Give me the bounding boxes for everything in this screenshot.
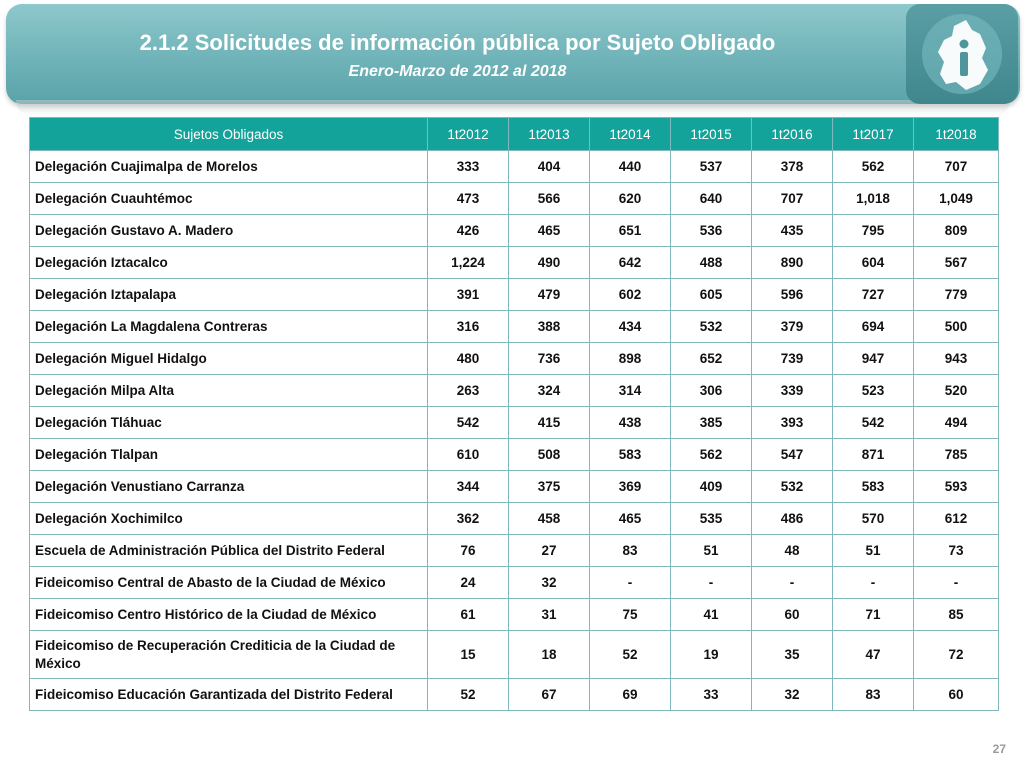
value-cell: 15	[428, 631, 509, 679]
info-logo-icon	[906, 4, 1018, 104]
value-cell: 620	[590, 183, 671, 215]
value-cell: 27	[509, 535, 590, 567]
column-header: 1t2016	[752, 118, 833, 151]
sujeto-obligado-cell: Delegación La Magdalena Contreras	[30, 311, 428, 343]
value-cell: 473	[428, 183, 509, 215]
value-cell: 60	[914, 679, 999, 711]
table-row	[30, 247, 999, 279]
value-cell: 642	[590, 247, 671, 279]
value-cell: 547	[752, 439, 833, 471]
value-cell: 263	[428, 375, 509, 407]
page-number: 27	[992, 742, 1006, 756]
value-cell: 809	[914, 215, 999, 247]
value-cell: 612	[914, 503, 999, 535]
value-cell: 72	[914, 631, 999, 679]
value-cell: 898	[590, 343, 671, 375]
value-cell: 316	[428, 311, 509, 343]
value-cell: 604	[833, 247, 914, 279]
table-row	[30, 439, 999, 471]
value-cell: 314	[590, 375, 671, 407]
value-cell: 440	[590, 151, 671, 183]
value-cell: 583	[590, 439, 671, 471]
value-cell: 520	[914, 375, 999, 407]
sujeto-obligado-cell: Fideicomiso de Recuperación Crediticia de la Ciudad de México	[30, 631, 428, 679]
value-cell: -	[671, 567, 752, 599]
value-cell: 570	[833, 503, 914, 535]
value-cell: 535	[671, 503, 752, 535]
table-row	[30, 631, 999, 679]
value-cell: 479	[509, 279, 590, 311]
value-cell: 415	[509, 407, 590, 439]
value-cell: 47	[833, 631, 914, 679]
value-cell: 32	[509, 567, 590, 599]
value-cell: 391	[428, 279, 509, 311]
value-cell: 562	[671, 439, 752, 471]
sujeto-obligado-cell: Delegación Iztapalapa	[30, 279, 428, 311]
value-cell: 75	[590, 599, 671, 631]
value-cell: 458	[509, 503, 590, 535]
value-cell: 24	[428, 567, 509, 599]
sujeto-obligado-cell: Delegación Tláhuac	[30, 407, 428, 439]
value-cell: 465	[509, 215, 590, 247]
column-header: 1t2015	[671, 118, 752, 151]
value-cell: 404	[509, 151, 590, 183]
value-cell: 583	[833, 471, 914, 503]
value-cell: 640	[671, 183, 752, 215]
value-cell: 434	[590, 311, 671, 343]
value-cell: 465	[590, 503, 671, 535]
value-cell: 306	[671, 375, 752, 407]
value-cell: 41	[671, 599, 752, 631]
sujeto-obligado-cell: Delegación Miguel Hidalgo	[30, 343, 428, 375]
value-cell: 52	[428, 679, 509, 711]
value-cell: 379	[752, 311, 833, 343]
value-cell: 567	[914, 247, 999, 279]
value-cell: 779	[914, 279, 999, 311]
value-cell: 339	[752, 375, 833, 407]
sujeto-obligado-cell: Delegación Cuajimalpa de Morelos	[30, 151, 428, 183]
column-header: 1t2014	[590, 118, 671, 151]
value-cell: 532	[752, 471, 833, 503]
value-cell: 1,224	[428, 247, 509, 279]
value-cell: 707	[914, 151, 999, 183]
sujeto-obligado-cell: Fideicomiso Centro Histórico de la Ciudad de México	[30, 599, 428, 631]
value-cell: 596	[752, 279, 833, 311]
value-cell: 409	[671, 471, 752, 503]
value-cell: 73	[914, 535, 999, 567]
sujeto-obligado-cell: Fideicomiso Central de Abasto de la Ciudad de México	[30, 567, 428, 599]
value-cell: 362	[428, 503, 509, 535]
value-cell: 76	[428, 535, 509, 567]
value-cell: 51	[671, 535, 752, 567]
page-title: 2.1.2 Solicitudes de información pública por Sujeto Obligado	[139, 30, 776, 55]
value-cell: 33	[671, 679, 752, 711]
value-cell: 605	[671, 279, 752, 311]
table-row	[30, 679, 999, 711]
value-cell: 694	[833, 311, 914, 343]
value-cell: -	[914, 567, 999, 599]
sujeto-obligado-cell: Delegación Iztacalco	[30, 247, 428, 279]
column-header: 1t2018	[914, 118, 999, 151]
value-cell: 610	[428, 439, 509, 471]
value-cell: 532	[671, 311, 752, 343]
table-row	[30, 503, 999, 535]
value-cell: 378	[752, 151, 833, 183]
column-header: Sujetos Obligados	[30, 118, 428, 151]
table-row	[30, 375, 999, 407]
table-row	[30, 567, 999, 599]
value-cell: 871	[833, 439, 914, 471]
value-cell: 494	[914, 407, 999, 439]
sujeto-obligado-cell: Fideicomiso Educación Garantizada del Distrito Federal	[30, 679, 428, 711]
value-cell: 344	[428, 471, 509, 503]
sujeto-obligado-cell: Delegación Cuauhtémoc	[30, 183, 428, 215]
value-cell: 69	[590, 679, 671, 711]
value-cell: 438	[590, 407, 671, 439]
page-subtitle: Enero-Marzo de 2012 al 2018	[348, 63, 567, 80]
value-cell: 1,049	[914, 183, 999, 215]
value-cell: 602	[590, 279, 671, 311]
value-cell: 61	[428, 599, 509, 631]
sujeto-obligado-cell: Delegación Tlalpan	[30, 439, 428, 471]
value-cell: -	[590, 567, 671, 599]
value-cell: 480	[428, 343, 509, 375]
table-row	[30, 279, 999, 311]
value-cell: 536	[671, 215, 752, 247]
table-row	[30, 407, 999, 439]
value-cell: 333	[428, 151, 509, 183]
table-row	[30, 311, 999, 343]
value-cell: 71	[833, 599, 914, 631]
value-cell: 1,018	[833, 183, 914, 215]
value-cell: 393	[752, 407, 833, 439]
value-cell: 785	[914, 439, 999, 471]
table-row	[30, 535, 999, 567]
value-cell: 83	[833, 679, 914, 711]
value-cell: 31	[509, 599, 590, 631]
value-cell: 795	[833, 215, 914, 247]
value-cell: 500	[914, 311, 999, 343]
value-cell: 542	[428, 407, 509, 439]
value-cell: 18	[509, 631, 590, 679]
value-cell: 890	[752, 247, 833, 279]
sujeto-obligado-cell: Delegación Milpa Alta	[30, 375, 428, 407]
value-cell: 19	[671, 631, 752, 679]
value-cell: 523	[833, 375, 914, 407]
column-header: 1t2017	[833, 118, 914, 151]
value-cell: 508	[509, 439, 590, 471]
value-cell: 490	[509, 247, 590, 279]
table-row	[30, 471, 999, 503]
value-cell: 388	[509, 311, 590, 343]
value-cell: 435	[752, 215, 833, 247]
solicitudes-table	[29, 117, 999, 711]
table-row	[30, 215, 999, 247]
value-cell: 542	[833, 407, 914, 439]
table-body	[30, 151, 999, 711]
value-cell: 324	[509, 375, 590, 407]
value-cell: -	[833, 567, 914, 599]
value-cell: 736	[509, 343, 590, 375]
value-cell: 707	[752, 183, 833, 215]
value-cell: 48	[752, 535, 833, 567]
value-cell: 739	[752, 343, 833, 375]
value-cell: 727	[833, 279, 914, 311]
value-cell: 652	[671, 343, 752, 375]
value-cell: 35	[752, 631, 833, 679]
column-header: 1t2013	[509, 118, 590, 151]
table-header-row	[30, 118, 999, 151]
value-cell: 943	[914, 343, 999, 375]
value-cell: 60	[752, 599, 833, 631]
sujeto-obligado-cell: Delegación Gustavo A. Madero	[30, 215, 428, 247]
value-cell: 32	[752, 679, 833, 711]
value-cell: 486	[752, 503, 833, 535]
value-cell: 369	[590, 471, 671, 503]
sujeto-obligado-cell: Escuela de Administración Pública del Distrito Federal	[30, 535, 428, 567]
value-cell: 426	[428, 215, 509, 247]
table-row	[30, 599, 999, 631]
value-cell: 593	[914, 471, 999, 503]
value-cell: 51	[833, 535, 914, 567]
banner-shadow	[16, 100, 1010, 116]
value-cell: 85	[914, 599, 999, 631]
value-cell: 83	[590, 535, 671, 567]
sujeto-obligado-cell: Delegación Venustiano Carranza	[30, 471, 428, 503]
value-cell: 562	[833, 151, 914, 183]
value-cell: 385	[671, 407, 752, 439]
sujeto-obligado-cell: Delegación Xochimilco	[30, 503, 428, 535]
value-cell: 488	[671, 247, 752, 279]
table-row	[30, 183, 999, 215]
table-row	[30, 151, 999, 183]
value-cell: 375	[509, 471, 590, 503]
value-cell: 52	[590, 631, 671, 679]
value-cell: 947	[833, 343, 914, 375]
value-cell: -	[752, 567, 833, 599]
column-header: 1t2012	[428, 118, 509, 151]
value-cell: 566	[509, 183, 590, 215]
table-row	[30, 343, 999, 375]
value-cell: 651	[590, 215, 671, 247]
value-cell: 537	[671, 151, 752, 183]
value-cell: 67	[509, 679, 590, 711]
